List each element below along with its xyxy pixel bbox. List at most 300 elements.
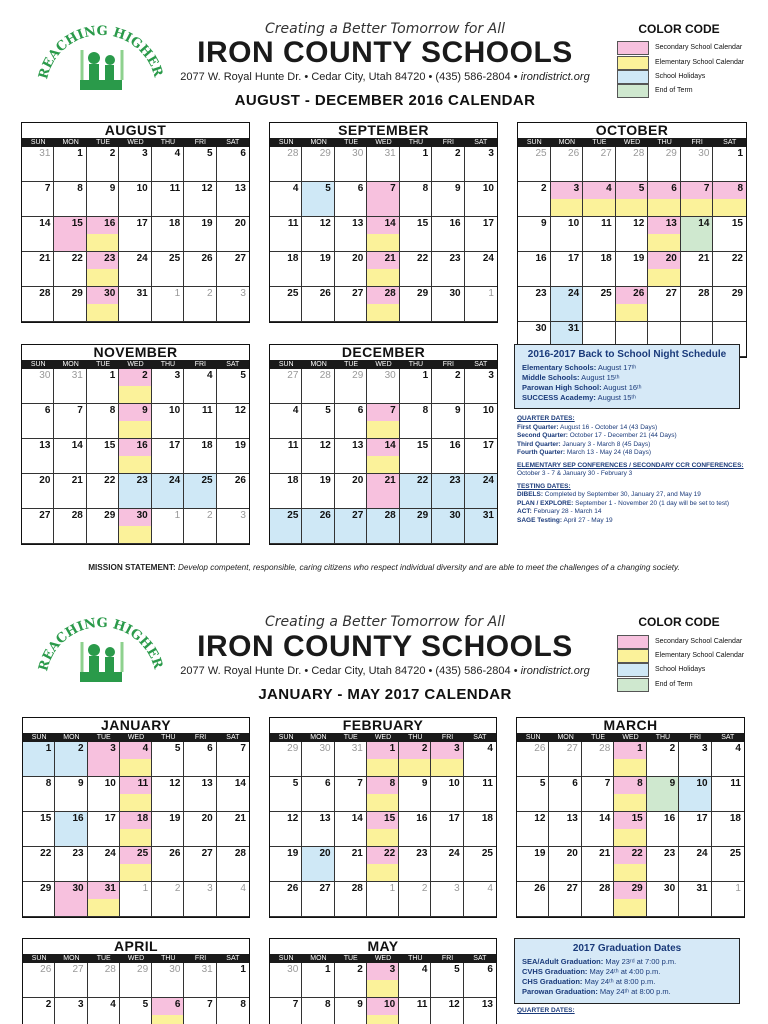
swatch-secondary xyxy=(617,41,649,55)
day-cell xyxy=(217,998,249,1024)
color-code-label: Secondary School Calendar xyxy=(655,638,743,645)
day-cell xyxy=(119,439,151,474)
svg-text:REACHING HIGHER: REACHING HIGHER xyxy=(36,615,166,673)
weekday-label: FRI xyxy=(441,734,454,741)
weekday-label: SAT xyxy=(474,361,488,368)
weekday-header xyxy=(22,138,249,147)
day-number: 26 xyxy=(319,288,331,299)
month-name: SEPTEMBER xyxy=(338,122,429,138)
day-cell xyxy=(119,509,151,544)
day-number: 6 xyxy=(357,183,364,194)
day-number: 3 xyxy=(488,148,494,159)
weekday-label: FRI xyxy=(194,734,207,741)
color-code-label: End of Term xyxy=(655,87,693,94)
day-number: 10 xyxy=(696,778,708,789)
day-cell xyxy=(302,369,334,404)
weekday-label: TUE xyxy=(96,139,111,146)
day-cell xyxy=(217,963,249,998)
day-number: 1 xyxy=(325,964,331,975)
day-number: 14 xyxy=(39,218,51,229)
quarter-dates-heading: QUARTER DATES: xyxy=(517,415,575,422)
day-cell xyxy=(582,882,614,917)
day-number: 17 xyxy=(136,218,148,229)
day-number: 26 xyxy=(534,883,546,894)
color-code-label: School Holidays xyxy=(655,73,706,80)
weekday-label: SAT xyxy=(474,139,488,146)
quarter-dates-heading: QUARTER DATES: xyxy=(517,1007,575,1014)
swatch-elementary xyxy=(617,56,649,70)
website-link[interactable]: irondistrict.org xyxy=(520,71,590,83)
day-number: 26 xyxy=(287,883,299,894)
day-number: 13 xyxy=(39,440,51,451)
month-february xyxy=(269,717,497,918)
day-cell xyxy=(217,404,249,439)
day-cell xyxy=(464,742,496,777)
day-cell xyxy=(432,474,464,509)
testing-row: DIBELS: Completed by September 30, January 27, and May 19 xyxy=(517,491,701,498)
day-cell xyxy=(23,847,55,882)
day-cell xyxy=(217,812,249,847)
grad-row: SEA/Adult Graduation: May 23ʳᵈ at 7:00 p.m. xyxy=(522,957,677,966)
weekday-label: FRI xyxy=(194,139,206,146)
day-cell xyxy=(616,182,649,217)
day-cell xyxy=(582,847,614,882)
day-cell xyxy=(583,147,616,182)
weekday-label: MON xyxy=(310,734,327,741)
day-number: 16 xyxy=(104,218,116,229)
day-number: 1 xyxy=(45,743,52,754)
weekday-label: FRI xyxy=(442,139,454,146)
day-cell xyxy=(464,812,496,847)
day-number: 1 xyxy=(109,370,116,381)
day-number: 13 xyxy=(234,183,246,194)
day-grid xyxy=(517,742,744,917)
day-number: 4 xyxy=(207,370,213,381)
day-cell xyxy=(648,217,681,252)
day-number: 5 xyxy=(174,743,181,754)
day-number: 18 xyxy=(287,253,299,264)
district-title: IRON COUNTY SCHOOLS xyxy=(197,630,573,663)
day-number: 8 xyxy=(45,778,52,789)
weekday-label: TUE xyxy=(96,955,111,962)
day-number: 15 xyxy=(40,813,52,824)
day-number: 4 xyxy=(292,183,299,194)
day-cell xyxy=(616,287,649,322)
weekday-label: THU xyxy=(655,734,671,741)
day-number: 5 xyxy=(539,778,546,789)
grad-row: Parowan Graduation: May 24ᵗʰ at 8:00 p.m. xyxy=(522,987,671,996)
day-number: 4 xyxy=(421,964,428,975)
day-number: 30 xyxy=(287,964,299,975)
day-cell xyxy=(22,369,54,404)
testing-row: ACT: February 28 - March 14 xyxy=(517,508,602,515)
day-cell xyxy=(681,252,714,287)
day-number: 31 xyxy=(696,883,708,894)
weekday-label: SAT xyxy=(226,955,240,962)
day-cell xyxy=(302,182,334,217)
day-number: 9 xyxy=(421,778,428,789)
day-cell xyxy=(431,742,463,777)
day-number: 4 xyxy=(292,405,299,416)
weekday-label: SUN xyxy=(278,361,294,368)
day-cell xyxy=(431,777,463,812)
day-cell xyxy=(465,439,497,474)
day-number: 8 xyxy=(77,183,83,194)
day-number: 3 xyxy=(454,883,460,894)
day-cell xyxy=(152,217,184,252)
day-number: 2 xyxy=(455,370,461,381)
day-number: 4 xyxy=(142,743,149,754)
weekday-label: THU xyxy=(408,139,424,146)
day-number: 2 xyxy=(78,743,84,754)
day-number: 19 xyxy=(234,440,246,451)
weekday-label: FRI xyxy=(194,955,207,962)
day-cell xyxy=(120,963,152,998)
day-cell xyxy=(217,509,249,544)
day-number: 29 xyxy=(352,370,364,381)
day-grid xyxy=(270,742,496,917)
day-number: 30 xyxy=(72,883,84,894)
day-cell xyxy=(399,963,431,998)
day-cell xyxy=(648,182,681,217)
day-number: 15 xyxy=(417,440,429,451)
day-number: 5 xyxy=(325,405,331,416)
day-number: 15 xyxy=(731,218,743,229)
day-number: 5 xyxy=(207,148,213,159)
day-number: 26 xyxy=(319,510,331,521)
day-number: 30 xyxy=(449,510,461,521)
weekday-header xyxy=(270,138,497,147)
day-cell xyxy=(217,777,249,812)
day-cell xyxy=(367,147,399,182)
day-cell xyxy=(518,217,551,252)
day-cell xyxy=(302,287,334,322)
day-cell xyxy=(465,147,497,182)
month-december xyxy=(269,344,498,545)
day-number: 29 xyxy=(104,510,116,521)
day-cell xyxy=(87,404,119,439)
day-number: 16 xyxy=(449,218,461,229)
day-cell xyxy=(184,252,216,287)
day-cell xyxy=(713,182,746,217)
day-cell xyxy=(465,217,497,252)
day-number: 18 xyxy=(169,218,181,229)
day-cell xyxy=(54,474,86,509)
day-cell xyxy=(367,742,399,777)
weekday-label: SUN xyxy=(278,734,294,741)
day-number: 14 xyxy=(698,218,710,229)
day-cell xyxy=(55,963,87,998)
day-cell xyxy=(302,474,334,509)
day-cell xyxy=(88,847,120,882)
day-number: 5 xyxy=(142,999,149,1010)
day-number: 3 xyxy=(78,999,84,1010)
day-cell xyxy=(681,217,714,252)
back-to-school-box xyxy=(514,344,740,409)
day-cell xyxy=(270,287,302,322)
day-cell xyxy=(399,998,431,1024)
day-number: 2 xyxy=(669,743,676,754)
day-number: 25 xyxy=(137,848,149,859)
month-name: DECEMBER xyxy=(341,344,426,360)
day-number: 10 xyxy=(482,405,494,416)
day-cell xyxy=(399,812,431,847)
weekday-label: SUN xyxy=(31,734,47,741)
day-number: 5 xyxy=(325,183,331,194)
address-text: 2077 W. Royal Hunte Dr. • Cedar City, Utah 84720 • (435) 586-2804 • xyxy=(180,665,521,677)
day-cell xyxy=(55,742,87,777)
day-number: 10 xyxy=(384,999,396,1010)
day-number: 15 xyxy=(631,813,643,824)
day-number: 1 xyxy=(389,883,396,894)
day-number: 7 xyxy=(44,183,51,194)
day-cell xyxy=(302,812,334,847)
day-grid xyxy=(23,963,249,1024)
day-number: 1 xyxy=(422,148,429,159)
day-number: 23 xyxy=(449,253,461,264)
day-cell xyxy=(431,812,463,847)
day-number: 20 xyxy=(234,218,246,229)
quarter-row: First Quarter: August 16 - October 14 (43 Days) xyxy=(517,423,658,431)
day-cell xyxy=(367,217,399,252)
day-cell xyxy=(616,147,649,182)
day-number: 31 xyxy=(136,288,148,299)
color-code-item xyxy=(617,662,705,677)
day-number: 30 xyxy=(136,510,148,521)
day-cell xyxy=(335,147,367,182)
day-cell xyxy=(55,812,87,847)
month-april xyxy=(22,938,250,1024)
day-cell xyxy=(152,812,184,847)
day-number: 15 xyxy=(104,440,116,451)
website-link[interactable]: irondistrict.org xyxy=(520,665,590,677)
day-number: 1 xyxy=(174,288,181,299)
day-number: 31 xyxy=(384,148,396,159)
day-number: 6 xyxy=(357,405,364,416)
day-cell xyxy=(87,147,119,182)
day-number: 9 xyxy=(669,778,676,789)
weekday-label: WED xyxy=(127,139,144,146)
day-cell xyxy=(432,217,464,252)
address-text: 2077 W. Royal Hunte Dr. • Cedar City, Utah 84720 • (435) 586-2804 • xyxy=(180,71,521,83)
day-cell xyxy=(152,182,184,217)
day-number: 18 xyxy=(201,440,213,451)
day-number: 23 xyxy=(136,475,148,486)
day-number: 28 xyxy=(633,148,645,159)
day-cell xyxy=(87,182,119,217)
weekday-label: TUE xyxy=(344,139,359,146)
district-logo xyxy=(36,20,166,98)
day-cell xyxy=(335,812,367,847)
day-number: 7 xyxy=(390,183,396,194)
day-cell xyxy=(184,404,216,439)
day-cell xyxy=(400,287,432,322)
color-code-item xyxy=(617,634,742,649)
day-number: 20 xyxy=(665,253,677,264)
day-number: 15 xyxy=(71,218,83,229)
day-cell xyxy=(712,742,744,777)
day-cell xyxy=(616,217,649,252)
day-number: 28 xyxy=(599,883,611,894)
day-cell xyxy=(549,847,581,882)
day-number: 28 xyxy=(384,510,396,521)
day-number: 25 xyxy=(535,148,547,159)
weekday-label: TUE xyxy=(343,955,358,962)
day-number: 29 xyxy=(665,148,677,159)
day-cell xyxy=(55,777,87,812)
color-code-item xyxy=(617,69,705,84)
day-cell xyxy=(88,998,120,1024)
day-number: 28 xyxy=(319,370,331,381)
day-number: 30 xyxy=(698,148,710,159)
day-cell xyxy=(270,812,302,847)
weekday-label: MON xyxy=(63,955,80,962)
day-number: 31 xyxy=(104,883,116,894)
day-cell xyxy=(22,287,54,322)
day-number: 21 xyxy=(698,253,710,264)
weekday-label: FRI xyxy=(194,361,206,368)
weekday-label: WED xyxy=(375,139,392,146)
day-number: 10 xyxy=(169,405,181,416)
day-cell xyxy=(431,847,463,882)
day-cell xyxy=(399,847,431,882)
color-code-item xyxy=(617,40,742,55)
day-number: 1 xyxy=(737,148,743,159)
day-grid xyxy=(22,369,249,544)
day-cell xyxy=(712,812,744,847)
day-number: 9 xyxy=(455,405,461,416)
day-number: 4 xyxy=(110,999,116,1010)
day-number: 23 xyxy=(104,253,116,264)
svg-text:REACHING HIGHER: REACHING HIGHER xyxy=(36,23,166,81)
district-logo xyxy=(36,612,166,690)
day-cell xyxy=(184,742,216,777)
color-code-item xyxy=(617,83,693,98)
day-number: 28 xyxy=(698,288,710,299)
day-cell xyxy=(464,847,496,882)
day-number: 19 xyxy=(633,253,645,264)
day-number: 28 xyxy=(104,964,116,975)
weekday-label: THU xyxy=(160,361,176,368)
month-name: APRIL xyxy=(114,938,158,954)
day-number: 27 xyxy=(234,253,246,264)
day-number: 3 xyxy=(174,370,181,381)
day-cell xyxy=(54,147,86,182)
day-number: 13 xyxy=(201,778,213,789)
day-cell xyxy=(399,742,431,777)
mission-text: Develop competent, responsible, caring citizens who respect individual diversity and are able to meet the challenges of a changing society. xyxy=(175,563,680,572)
day-number: 27 xyxy=(39,510,51,521)
swatch-holidays xyxy=(617,663,649,677)
day-cell xyxy=(679,812,711,847)
day-number: 10 xyxy=(448,778,460,789)
swatch-elementary xyxy=(617,649,649,663)
day-number: 4 xyxy=(174,148,181,159)
day-number: 15 xyxy=(417,218,429,229)
weekday-label: THU xyxy=(408,955,423,962)
day-cell xyxy=(184,287,216,322)
day-cell xyxy=(465,474,497,509)
day-cell xyxy=(217,182,249,217)
day-number: 20 xyxy=(201,813,213,824)
day-number: 17 xyxy=(568,253,580,264)
day-cell xyxy=(217,252,249,287)
btsn-row: Parowan High School: August 16ᵗʰ xyxy=(522,383,642,392)
day-cell xyxy=(120,812,152,847)
weekday-label: MON xyxy=(310,139,327,146)
day-cell xyxy=(270,882,302,917)
back-to-school-title: 2016-2017 Back to School Night Schedule xyxy=(527,349,727,360)
day-cell xyxy=(335,369,367,404)
weekday-label: FRI xyxy=(442,361,454,368)
day-cell xyxy=(465,182,497,217)
weekday-label: THU xyxy=(161,734,176,741)
day-cell xyxy=(152,369,184,404)
day-number: 20 xyxy=(352,253,364,264)
day-cell xyxy=(119,474,151,509)
day-number: 1 xyxy=(142,883,149,894)
day-cell xyxy=(517,847,549,882)
weekday-label: SUN xyxy=(30,139,46,146)
weekday-label: SAT xyxy=(721,734,735,741)
day-number: 27 xyxy=(201,848,213,859)
day-cell xyxy=(367,777,399,812)
day-number: 1 xyxy=(637,743,643,754)
swatch-end-of-term xyxy=(617,84,649,98)
day-number: 1 xyxy=(174,510,181,521)
weekday-label: TUE xyxy=(343,734,358,741)
day-number: 13 xyxy=(566,813,578,824)
day-cell xyxy=(54,182,86,217)
weekday-label: MON xyxy=(62,361,79,368)
weekday-label: WED xyxy=(623,139,641,146)
day-number: 13 xyxy=(352,440,364,451)
day-number: 29 xyxy=(71,288,83,299)
day-cell xyxy=(518,147,551,182)
color-code-item xyxy=(617,648,744,663)
district-title: IRON COUNTY SCHOOLS xyxy=(197,36,573,69)
day-number: 27 xyxy=(72,964,84,975)
weekday-label: MON xyxy=(558,139,576,146)
day-cell xyxy=(119,147,151,182)
color-code-title: COLOR CODE xyxy=(638,615,720,629)
day-cell xyxy=(22,217,54,252)
day-number: 16 xyxy=(416,813,428,824)
day-cell xyxy=(22,182,54,217)
day-number: 28 xyxy=(351,883,363,894)
day-number: 26 xyxy=(633,288,645,299)
day-cell xyxy=(583,252,616,287)
weekday-label: SAT xyxy=(226,361,240,368)
quarter-row: Third Quarter: January 3 - March 8 (45 Days) xyxy=(517,440,651,448)
day-cell xyxy=(54,439,86,474)
day-cell xyxy=(184,182,216,217)
weekday-label: SUN xyxy=(525,734,541,741)
day-cell xyxy=(152,404,184,439)
day-number: 16 xyxy=(136,440,148,451)
day-number: 7 xyxy=(292,999,299,1010)
day-grid xyxy=(270,369,497,544)
day-cell xyxy=(431,998,463,1024)
day-number: 2 xyxy=(207,288,213,299)
day-number: 27 xyxy=(566,883,578,894)
day-number: 10 xyxy=(136,183,148,194)
day-cell xyxy=(54,369,86,404)
day-cell xyxy=(54,404,86,439)
day-number: 10 xyxy=(482,183,494,194)
day-cell xyxy=(367,474,399,509)
day-number: 1 xyxy=(422,370,429,381)
